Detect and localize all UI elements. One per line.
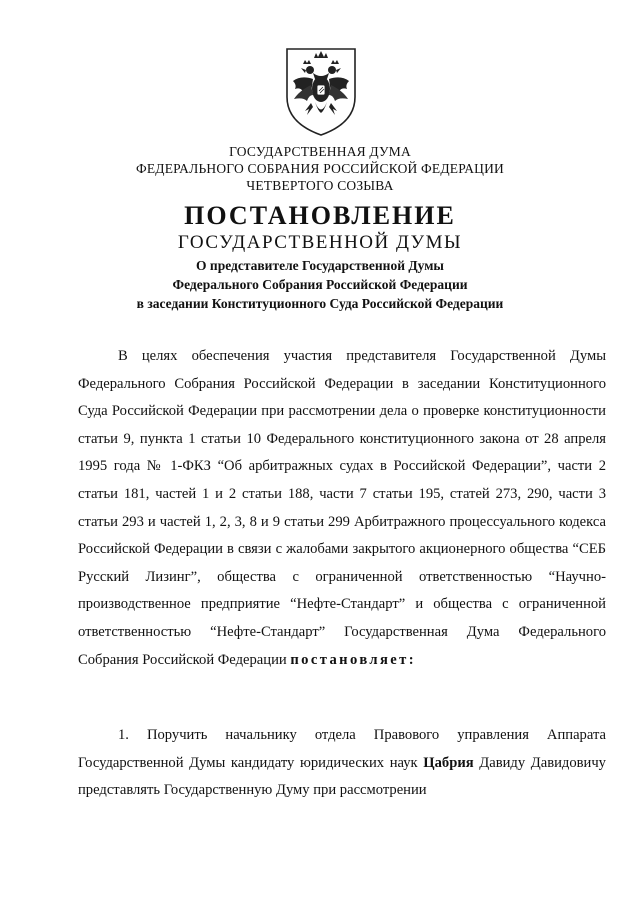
item-1-text-end: Давиду Давидовичу представлять Государственную Думу при рассмотрении: [78, 754, 606, 799]
subject-line-1: О представителе Государственной Думы: [196, 258, 444, 273]
coat-of-arms-emblem: [283, 45, 359, 137]
subject-line-2: Федерального Собрания Российской Федерации: [172, 277, 468, 292]
document-subtitle: ГОСУДАРСТВЕННОЙ ДУМЫ: [177, 232, 463, 253]
issuer-line-1: ГОСУДАРСТВЕННАЯ ДУМА: [229, 144, 411, 159]
resolves-keyword: постановляет:: [290, 651, 417, 668]
issuer-line-3: ЧЕТВЕРТОГО СОЗЫВА: [246, 178, 394, 193]
document-body: [78, 343, 606, 805]
issuer-line-2: ФЕДЕРАЛЬНОГО СОБРАНИЯ РОССИЙСКОЙ ФЕДЕРАЦИИ: [136, 161, 504, 176]
preamble-paragraph: [78, 343, 606, 674]
item-1-surname: Цабрия: [423, 754, 474, 771]
issuer-block: [0, 143, 640, 194]
document-title: ПОСТАНОВЛЕНИЕ: [184, 201, 456, 230]
item-1-text-start: 1. Поручить начальнику отдела Правового управления Аппарата Государственной Думы кандидату юридических наук: [78, 727, 606, 771]
preamble-text: В целях обеспечения участия представителя Государственной Думы Федерального Собрания Российской Федерации в заседании Конституционного Суда Российской Федерации при рассмотрении дела о проверке конституционности статьи 9, пункта 1 статьи 10 Федерального конституционного закона от 28 апреля 1995 года № 1-ФКЗ “Об арбитражных судах в Российской Федерации”, части 2 статьи 181, частей 1 и 2 статьи 188, части 7 статьи 195, статей 273, 290, части 3 статьи 293 и частей 1, 2, 3, 8 и 9 статьи 299 Арбитражного процессуального кодекса Российской Федерации в связи с жалобами закрытого акционерного общества “СЕБ Русский Лизинг”, общества с ограниченной ответственностью “Научно-производственное предприятие “Нефте-Стандарт” и общества с ограниченной ответственностью “Нефте-Стандарт” Государственная Дума Федерального Собрания Российской Федерации: [78, 348, 606, 668]
document-subject: [0, 256, 640, 313]
subject-line-3: в заседании Конституционного Суда Российской Федерации: [136, 296, 504, 311]
item-1-paragraph: [78, 722, 606, 805]
